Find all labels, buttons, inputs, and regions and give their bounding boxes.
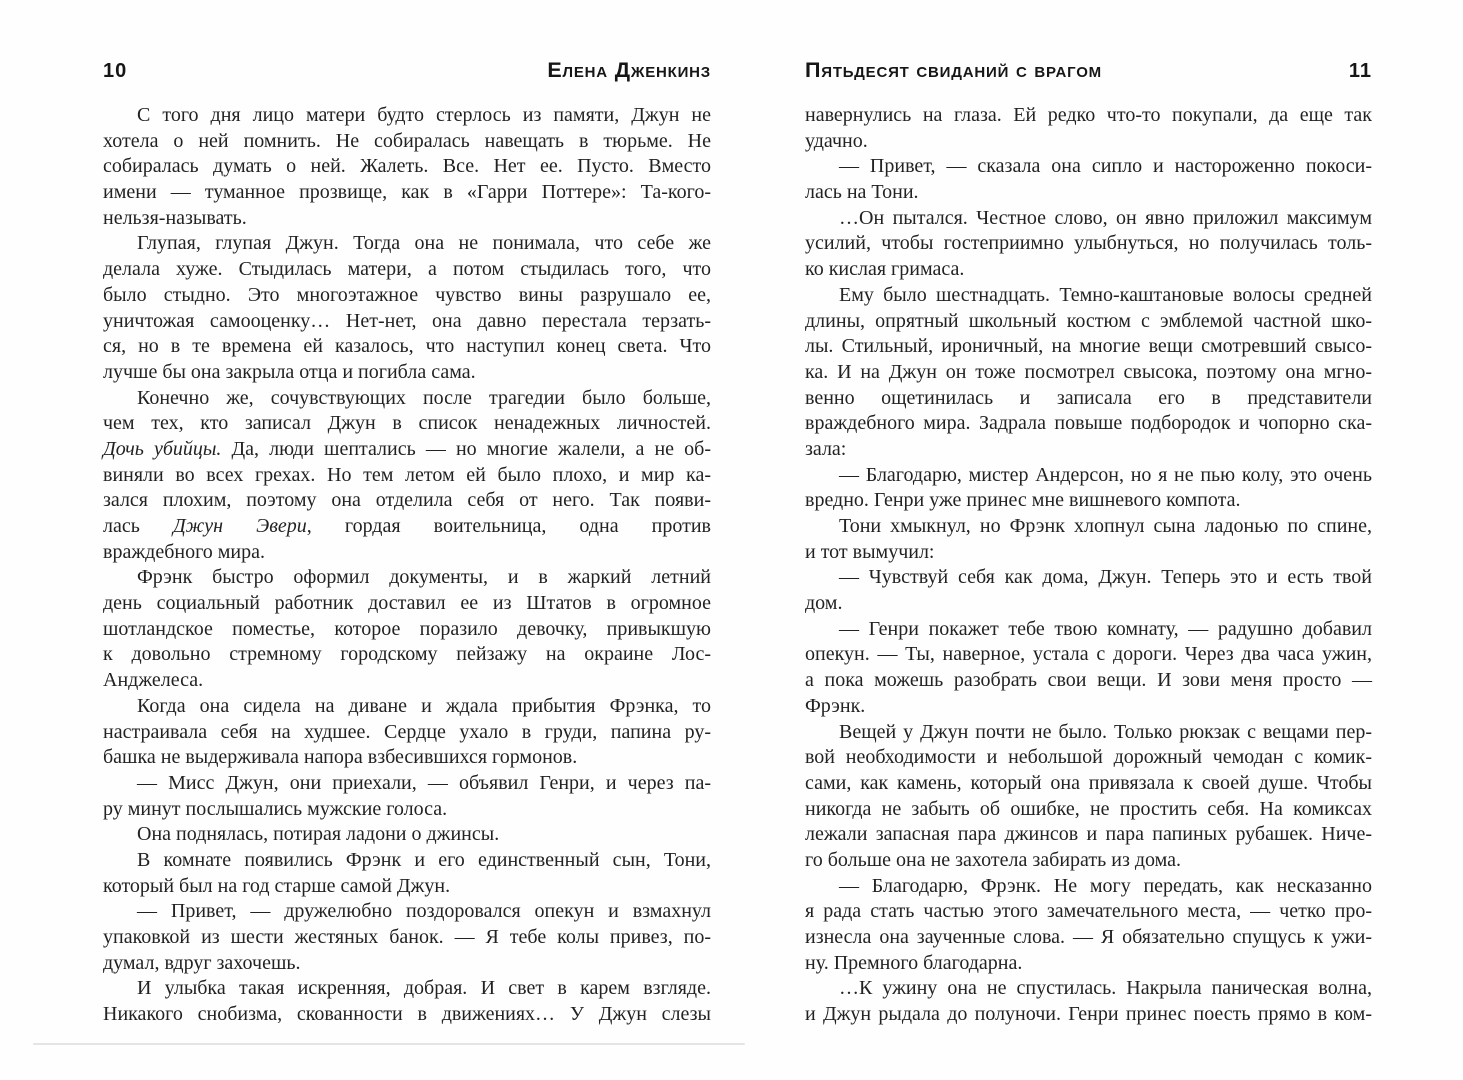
text-line: я рада стать частью этого замечательного места, — четко про- [805, 900, 1372, 923]
text-line: ко кислая гримаса. [805, 258, 965, 281]
text-line: уничтожая самооценку… Нет-нет, она давно перестала терзать- [103, 309, 711, 332]
text-line: и тот вымучил: [805, 540, 935, 563]
text-line: упаковкой из шести жестяных банок. — Я тебе колы привез, по- [103, 926, 711, 948]
text-line: сами, как камень, который она привязала к своей душе. Чтобы [805, 771, 1372, 794]
text-line: Фрэнк быстро оформил документы, и в жаркий летний [137, 566, 711, 589]
text-line: Дочь убийцы. Да, люди шептались — но многие жалели, а не об- [103, 437, 711, 460]
text-line: лась Джун Эвери, гордая воительница, одна против [103, 515, 712, 537]
text-line: удачно. [805, 129, 868, 152]
page-right [805, 0, 1372, 1028]
italic-text: Дочь убийцы. [103, 437, 222, 460]
text-line: ся, но в те времена ей казалось, что наступил конец света. Что [103, 335, 711, 358]
text-line: изнесла она заученные слова. — Я обязательно спущусь к ужи- [805, 926, 1372, 948]
text-line: ка. И на Джун он тоже посмотрел свысока, поэтому она мгно- [805, 360, 1372, 383]
text-line: зался плохим, поэтому она отделила себя от него. Так появи- [103, 489, 711, 512]
text-line: а пока можешь разобрать свои вещи. И зови меня просто — [805, 669, 1372, 692]
text-line: чем тех, кто записал Джун в список ненадежных личностей. [103, 412, 711, 435]
text-line: усилий, чтобы гостеприимно улыбнуться, но получилась толь- [805, 232, 1372, 255]
text-line: навернулись на глаза. Ей редко что-то покупали, да еще так [805, 104, 1372, 126]
text-line: Никакого снобизма, скованности в движениях… У Джун слезы [103, 1003, 711, 1026]
text-line: лучше бы она закрыла отца и погибла сама. [103, 360, 476, 383]
text-line: настраивала себя на худшее. Сердце ухало в груди, папина ру- [103, 720, 711, 743]
text-line: враждебного мира. [103, 540, 266, 563]
text-line: опекун. — Ты, наверное, устала с дороги. Через два часа ужин, [805, 643, 1372, 666]
text-line: к довольно стремному городскому пейзажу на окраине Лос- [103, 643, 711, 666]
text-line: дом. [805, 592, 843, 615]
text-line: собиралась думать о ней. Жалеть. Все. Нет ее. Пусто. Вместо [103, 155, 711, 178]
text-line: длины, опрятный школьный костюм с эмблемой частной шко- [805, 309, 1372, 332]
text-line: Она поднялась, потирая ладони о джинсы. [137, 823, 500, 846]
text-line: В комнате появились Фрэнк и его единственный сын, Тони, [137, 848, 711, 871]
page-left-header [103, 56, 711, 83]
text-line: день социальный работник доставил ее из Штатов в огромное [103, 592, 711, 615]
text-line: — Благодарю, Фрэнк. Не могу передать, как несказанно [839, 874, 1372, 897]
text-line: го больше она не захотела забирать из дома. [805, 848, 1182, 871]
text-line: — Благодарю, мистер Андерсон, но я не пью колу, это очень [839, 463, 1372, 486]
text-line: Анджелеса. [103, 669, 204, 692]
page-right-text [805, 103, 1372, 1028]
text-line: нельзя-называть. [103, 206, 247, 229]
text-line: ну. Премного благодарна. [805, 951, 1023, 974]
italic-text: Джун Эвери [172, 515, 307, 537]
text-line: имени — туманное прозвище, как в «Гарри Поттере»: Та-кого- [103, 181, 711, 204]
text-line: вой необходимости и небольшой дорожный чемодан с комик- [805, 746, 1372, 769]
text-line: лы. Стильный, ироничный, на многие вещи смотревший свысо- [805, 335, 1372, 358]
text-line: И улыбка такая искренняя, добрая. И свет в карем взгляде. [137, 977, 711, 1000]
text-line: Тони хмыкнул, но Фрэнк хлопнул сына ладонью по спине, [839, 515, 1372, 537]
text-line: Глупая, глупая Джун. Тогда она не понимала, что себе же [137, 232, 711, 255]
text-line: башка не выдерживала напора взбесившихся гормонов. [103, 746, 578, 769]
text-line: Конечно же, сочувствующих после трагедии было больше, [137, 386, 711, 409]
text-line: лежали запасная пара джинсов и пара папиных рубашек. Ниче- [805, 823, 1372, 846]
page-number: 10 [103, 60, 128, 82]
text-line: зала: [805, 437, 847, 460]
text-line: было стыдно. Это многоэтажное чувство вины разрушало ее, [103, 283, 711, 306]
text-line: делала хуже. Стыдилась матери, а потом стыдилась того, что [103, 258, 711, 281]
text-line: Фрэнк. [805, 694, 866, 717]
text-line: никогда не забыть об ошибке, не простить себя. На комиксах [805, 797, 1372, 820]
text-line: — Мисс Джун, они приехали, — объявил Генри, и через па- [137, 771, 711, 794]
page-number: 11 [1348, 60, 1372, 82]
text-line: думал, вдруг захочешь. [103, 951, 301, 974]
text-line: Вещей у Джун почти не было. Только рюкзак с вещами пер- [839, 720, 1372, 743]
text-line: венно ощетинилась и записала его в представители [805, 386, 1372, 409]
text-line: который был на год старше самой Джун. [103, 874, 451, 897]
text-line: вредно. Генри уже принес мне вишневого компота. [805, 489, 1241, 512]
text-line: С того дня лицо матери будто стерлось из памяти, Джун не [137, 104, 711, 126]
scan-artifact-line [33, 1043, 745, 1045]
text-line: хотела о ней помнить. Не собиралась навещать в тюрьме. Не [103, 129, 711, 152]
text-line: враждебного мира. Задрала повыше подбородок и чопорно ска- [805, 412, 1372, 435]
text-line: Ему было шестнадцать. Темно-каштановые волосы средней [839, 283, 1372, 306]
page-right-header [805, 56, 1372, 83]
text-line: — Привет, — сказала она сипло и настороженно покоси- [839, 155, 1372, 178]
text-line: — Генри покажет тебе твою комнату, — радушно добавил [839, 617, 1372, 640]
text-line: …К ужину она не спустилась. Накрыла паническая волна, [839, 977, 1372, 1000]
running-header-author: Елена Дженкинз [547, 58, 711, 82]
text-line: Когда она сидела на диване и ждала прибытия Фрэнка, то [137, 694, 711, 717]
text-line: — Привет, — дружелюбно поздоровался опекун и взмахнул [137, 900, 711, 923]
page-left-text [103, 103, 711, 1028]
running-header-title: Пятьдесят свиданий с врагом [805, 58, 1102, 82]
text-line: шотландское поместье, которое поразило девочку, привыкшую [103, 617, 711, 640]
text-line: ру минут послышались мужские голоса. [103, 797, 448, 820]
text-line: — Чувствуй себя как дома, Джун. Теперь это и есть твой [839, 566, 1372, 589]
text-line: лась на Тони. [805, 181, 919, 204]
text-line: виняли во всех грехах. Но тем летом ей было плохо, и мир ка- [103, 463, 711, 486]
page-left [103, 0, 711, 1028]
text-line: и Джун рыдала до полуночи. Генри принес поесть прямо в ком- [805, 1003, 1372, 1026]
text-line: …Он пытался. Честное слово, он явно приложил максимум [839, 206, 1372, 229]
